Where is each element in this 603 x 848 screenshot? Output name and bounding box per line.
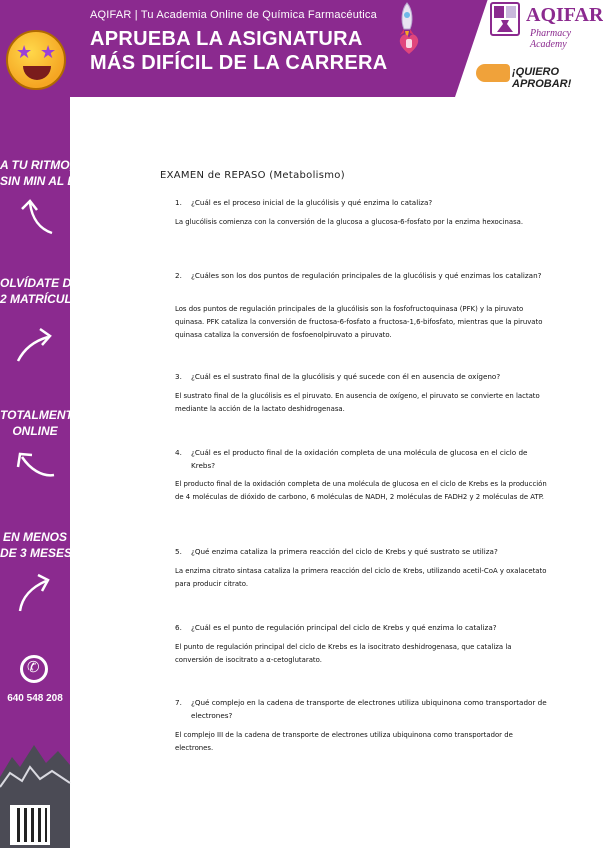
headline-line-1: APRUEBA LA ASIGNATURA — [90, 28, 363, 50]
sidebar-slogan-1: A TU RITMO, SIN MIN AL DÍA — [0, 158, 89, 188]
sidebar-slogan-3: TOTALMENTE ONLINE — [0, 408, 81, 438]
question-4: 4. ¿Cuál es el producto final de la oxidación completa de una molécula de glucosa en el ciclo de Krebs? — [175, 448, 528, 470]
answer-6: El punto de regulación principal del ciclo de Krebs es la isocitrato deshidrogenasa, que cataliza la conversión de isocitrato a α-cetoglutarato. — [175, 643, 512, 664]
banner-headline — [90, 27, 388, 75]
question-2: 2. ¿Cuáles son los dos puntos de regulación principales de la glucólisis y qué enzimas los catalizan? — [175, 271, 542, 280]
answer-7: El complejo III de la cadena de transporte de electrones utiliza ubiquinona como transportador de electrones. — [175, 731, 513, 752]
star-icon: ★ — [40, 42, 57, 63]
promo-banner[interactable] — [0, 0, 603, 97]
curved-arrow-icon — [10, 193, 60, 243]
star-eyes-emoji-icon — [6, 30, 66, 90]
question-5: 5. ¿Qué enzima cataliza la primera reacción del ciclo de Krebs y qué sustrato se utiliza? — [175, 547, 498, 556]
answer-5: La enzima citrato sintasa cataliza la primera reacción del ciclo de Krebs, utilizando acetil-CoA y oxalacetato para producir citrato. — [175, 567, 547, 588]
exam-title: EXAMEN de REPASO (Metabolismo) — [160, 170, 345, 181]
question-1: 1. ¿Cuál es el proceso inicial de la glucólisis y qué enzima lo cataliza? — [175, 198, 433, 207]
flask-icon — [492, 4, 518, 34]
banner-tagline: AQIFAR | Tu Academia Online de Química Farmacéutica — [90, 9, 377, 21]
phone-number[interactable]: 640 548 208 — [7, 693, 63, 704]
answer-1: La glucólisis comienza con la conversión de la glucosa a glucosa-6-fosfato por la enzima hexocinasa. — [175, 218, 524, 226]
qr-code[interactable] — [10, 805, 50, 845]
emoji-mouth — [23, 66, 51, 80]
heart-flask-icon — [396, 30, 422, 56]
star-icon: ★ — [16, 42, 33, 63]
answer-4: El producto final de la oxidación completa de una molécula de glucosa en el ciclo de Krebs es la producción de 4 moléculas de dióxido de carbono, 6 moléculas de NADH, 2 moléculas de FADH2 y 2 moléculas de ATP. — [175, 480, 547, 501]
pointing-hand-icon — [476, 64, 510, 82]
cta-link[interactable]: ¡QUIERO APROBAR! — [512, 66, 572, 90]
headline-line-2: MÁS DIFÍCIL DE LA CARRERA — [90, 52, 388, 74]
question-7: 7. ¿Qué complejo en la cadena de transporte de electrones utiliza ubiquinona como transportador de electrones? — [175, 698, 547, 720]
sidebar-slogan-2: OLVÍDATE DE 2 MATRÍCULAS — [0, 276, 89, 306]
question-6: 6. ¿Cuál es el punto de regulación principal del ciclo de Krebs y qué enzima lo cataliza? — [175, 623, 497, 632]
promo-sidebar — [0, 97, 89, 848]
logo-text: AQIFAR — [526, 4, 603, 26]
question-3: 3. ¿Cuál es el sustrato final de la glucólisis y qué sucede con él en ausencia de oxígeno? — [175, 372, 501, 381]
curved-arrow-icon — [10, 319, 60, 369]
curved-arrow-icon — [10, 567, 60, 617]
answer-3: El sustrato final de la glucólisis es el piruvato. En ausencia de oxígeno, el piruvato se convierte en lactato mediante la acción de la lactato deshidrogenasa. — [175, 392, 540, 413]
answer-2: Los dos puntos de regulación principales de la glucólisis son la fosfofructoquinasa (PFK) y la piruvato quinasa. PFK cataliza la conversión de fructosa-6-fosfato a fructosa-1,6-bifosfato, mientras que la piruvato quinasa cataliza la conversión de fosfoenolpiruvato a piruvato. — [175, 305, 543, 339]
exam-document — [160, 170, 550, 189]
sidebar-slogan-4: EN MENOS DE 3 MESES — [0, 530, 73, 560]
curved-arrow-icon — [10, 445, 60, 495]
logo-subtitle: Pharmacy Academy — [530, 28, 572, 50]
whatsapp-icon[interactable] — [20, 655, 48, 683]
logo-icon — [490, 2, 520, 36]
